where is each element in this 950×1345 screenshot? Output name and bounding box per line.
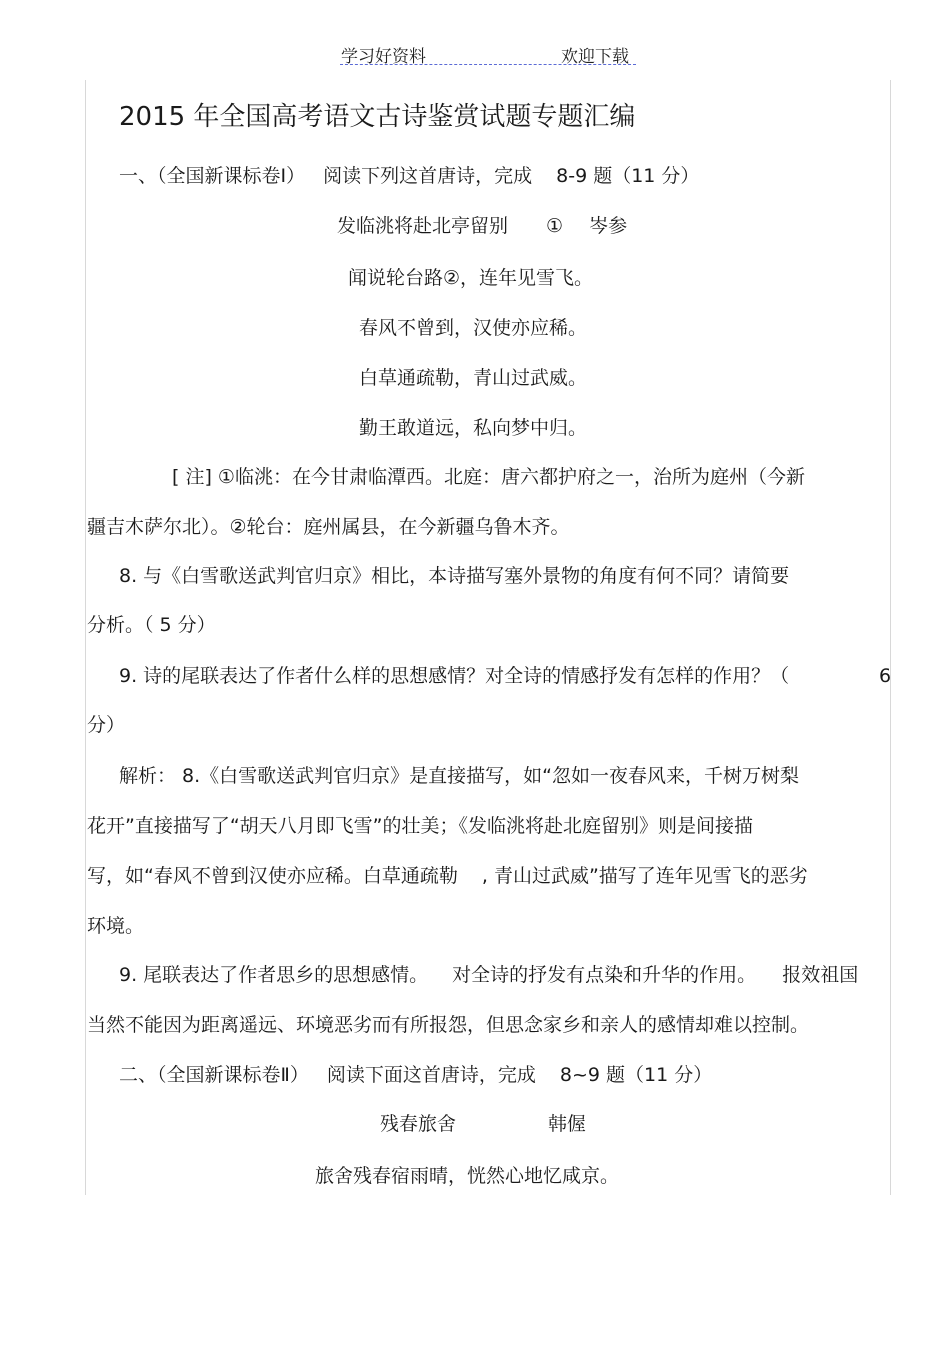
answer-9-part: 报效祖国	[782, 964, 859, 986]
answer-8: 解析： 8.《白雪歌送武判官归京》是直接描写，如“忽如一夜春风来，千树万树梨	[119, 765, 800, 787]
answer-9	[119, 963, 858, 987]
poem1-note-cont: 疆吉木萨尔北）。②轮台：庭州属县，在今新疆乌鲁木齐。	[87, 516, 570, 538]
section1-heading-range: 8-9 题（11 分）	[556, 165, 700, 187]
question-9-cont: 分）	[87, 714, 126, 736]
question-9: 9. 诗的尾联表达了作者什么样的思想感情？对全诗的情感抒发有怎样的作用？（	[119, 665, 790, 687]
question-9-points: 6	[879, 665, 892, 687]
poem1-note: [ 注] ①临洮：在今甘肃临潭西。北庭：唐六都护府之一，治所为庭州（今新	[172, 466, 805, 488]
poem1-line: 勤王敢道远，私向梦中归。	[359, 417, 588, 439]
page-border-left	[85, 80, 86, 1195]
section1-heading	[119, 164, 699, 188]
answer-8-cont	[87, 864, 808, 888]
poem2-line: 旅舍残春宿雨晴，恍然心地忆咸京。	[315, 1165, 620, 1187]
poem2-author: 韩偓	[548, 1113, 587, 1135]
header-left-text: 学习好资料	[341, 47, 426, 67]
poem1-line: 春风不曾到，汉使亦应稀。	[359, 317, 588, 339]
section1-heading-instruction: 阅读下列这首唐诗，完成	[323, 165, 533, 187]
document-title: 2015 年全国高考语文古诗鉴赏试题专题汇编	[119, 102, 636, 132]
poem1-author: 岑参	[589, 215, 628, 237]
poem1-note-mark: ①	[546, 215, 564, 237]
answer-8-cont: 花开”直接描写了“胡天八月即飞雪”的壮美；《发临洮将赴北庭留别》则是间接描	[87, 815, 754, 837]
section1-heading-source: 一、（全国新课标卷Ⅰ）	[119, 165, 306, 187]
poem1-line: 闻说轮台路②，连年见雪飞。	[348, 267, 594, 289]
section2-heading-instruction: 阅读下面这首唐诗，完成	[326, 1064, 536, 1086]
answer-9-cont: 当然不能因为距离遥远、环境恶劣而有所报怨，但思念家乡和亲人的感情却难以控制。	[87, 1014, 810, 1036]
answer-8-part: , 青山过武威”描写了连年见雪飞的恶劣	[481, 865, 808, 887]
section2-heading	[119, 1063, 712, 1087]
page-border-right	[890, 80, 891, 1195]
poem1-line: 白草通疏勒，青山过武威。	[359, 367, 588, 389]
answer-8-cont: 环境。	[87, 915, 145, 937]
question-8-cont: 分析。（ 5 分）	[87, 614, 216, 636]
section2-heading-source: 二、（全国新课标卷Ⅱ）	[119, 1064, 309, 1086]
poem2-title: 残春旅舍	[380, 1113, 457, 1135]
header-dashed-rule	[340, 64, 636, 65]
answer-8-part: 写，如“春风不曾到汉使亦应稀。白草通疏勒	[87, 865, 458, 887]
question-8: 8. 与《白雪歌送武判官归京》相比，本诗描写塞外景物的角度有何不同？请简要	[119, 565, 790, 587]
answer-9-part: 9. 尾联表达了作者思乡的思想感情。	[119, 964, 429, 986]
poem1-title-line	[337, 214, 627, 238]
header-right-text: 欢迎下载	[561, 47, 629, 67]
section2-heading-range: 8~9 题（11 分）	[559, 1064, 713, 1086]
answer-9-part: 对全诗的抒发有点染和升华的作用。	[452, 964, 757, 986]
poem2-title-line	[380, 1112, 586, 1136]
poem1-title: 发临洮将赴北亭留别	[337, 215, 509, 237]
